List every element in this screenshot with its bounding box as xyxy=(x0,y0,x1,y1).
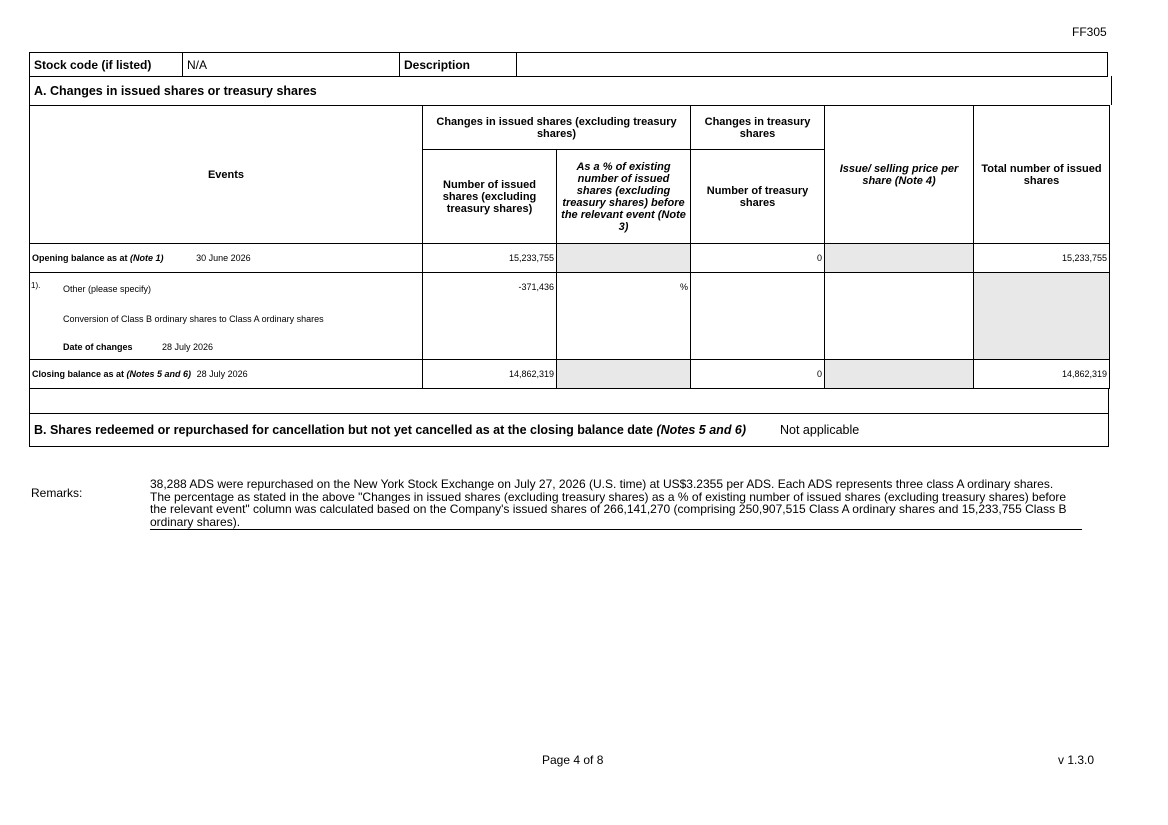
section-b xyxy=(29,414,1109,447)
closing-row xyxy=(30,360,1110,389)
event-num-treasury xyxy=(691,273,825,360)
closing-num-treasury: 0 xyxy=(691,360,825,389)
closing-num-issued: 14,862,319 xyxy=(423,360,557,389)
stock-code-table xyxy=(29,52,1108,77)
version: v 1.3.0 xyxy=(1058,753,1095,767)
form-code: FF305 xyxy=(1072,25,1107,39)
remarks-text xyxy=(150,478,1082,530)
opening-label: Opening balance as at xyxy=(32,253,128,263)
col-events: Events xyxy=(30,106,423,244)
remarks-label: Remarks: xyxy=(31,486,83,500)
closing-price-cell xyxy=(825,360,974,389)
opening-price-cell xyxy=(825,244,974,273)
opening-note: (Note 1) xyxy=(130,253,164,263)
col-group-issued: Changes in issued shares (excluding treasury shares) xyxy=(423,106,691,150)
opening-num-treasury: 0 xyxy=(691,244,825,273)
event-description: Conversion of Class B ordinary shares to Class A ordinary shares xyxy=(63,314,324,324)
closing-pct-cell xyxy=(557,360,691,389)
opening-num-issued: 15,233,755 xyxy=(423,244,557,273)
opening-row xyxy=(30,244,1110,273)
col-group-treasury: Changes in treasury shares xyxy=(691,106,825,150)
blank-row xyxy=(29,389,1109,414)
remarks-para-1: 38,288 ADS were repurchased on the New York Stock Exchange on July 27, 2026 (U.S. time) at US$3.2355 per ADS. Each ADS represents three class A ordinary shares. xyxy=(150,477,1054,491)
event-total-cell xyxy=(974,273,1110,360)
page-number: Page 4 of 8 xyxy=(542,753,604,767)
event-type: Other (please specify) xyxy=(63,284,152,294)
opening-total: 15,233,755 xyxy=(974,244,1110,273)
col-price: Issue/ selling price per share (Note 4) xyxy=(825,106,974,244)
opening-date: 30 June 2026 xyxy=(196,253,251,263)
section-b-note: (Notes 5 and 6) xyxy=(656,423,747,437)
description-value xyxy=(517,53,1108,77)
opening-pct-cell xyxy=(557,244,691,273)
col-num-issued: Number of issued shares (excluding treasury shares) xyxy=(423,150,557,244)
event-date-label: Date of changes xyxy=(63,342,133,352)
event-date: 28 July 2026 xyxy=(162,342,214,352)
section-b-title: B. Shares redeemed or repurchased for cancellation but not yet cancelled as at the closing balance date xyxy=(34,423,653,437)
closing-label: Closing balance as at xyxy=(32,369,125,379)
closing-note: (Notes 5 and 6) xyxy=(126,369,192,379)
description-label: Description xyxy=(400,53,517,77)
event-index: 1). xyxy=(31,281,41,290)
col-pct-existing: As a % of existing number of issued shares (excluding treasury shares) before the relevant event (Note 3) xyxy=(557,150,691,244)
event-num-issued: -371,436 xyxy=(423,273,557,360)
col-total: Total number of issued shares xyxy=(974,106,1110,244)
event-row xyxy=(30,273,1110,360)
remarks-para-2: The percentage as stated in the above "Changes in issued shares (excluding treasury shares) as a % of existing number of issued shares (excluding treasury shares) before the relevant event" column was calculated based on the Company's issued shares of 266,141,270 (comprising 250,907,515 Class A ordinary shares and 15,233,755 Class B ordinary shares). xyxy=(150,489,1067,529)
stock-code-value: N/A xyxy=(183,53,400,77)
col-num-treasury: Number of treasury shares xyxy=(691,150,825,244)
section-b-value: Not applicable xyxy=(780,423,860,437)
section-a-title: A. Changes in issued shares or treasury shares xyxy=(29,76,1112,105)
changes-table xyxy=(29,105,1110,389)
stock-code-label: Stock code (if listed) xyxy=(30,53,183,77)
closing-total: 14,862,319 xyxy=(974,360,1110,389)
event-price xyxy=(825,273,974,360)
event-pct: % xyxy=(557,273,691,360)
closing-date: 28 July 2026 xyxy=(196,369,248,379)
